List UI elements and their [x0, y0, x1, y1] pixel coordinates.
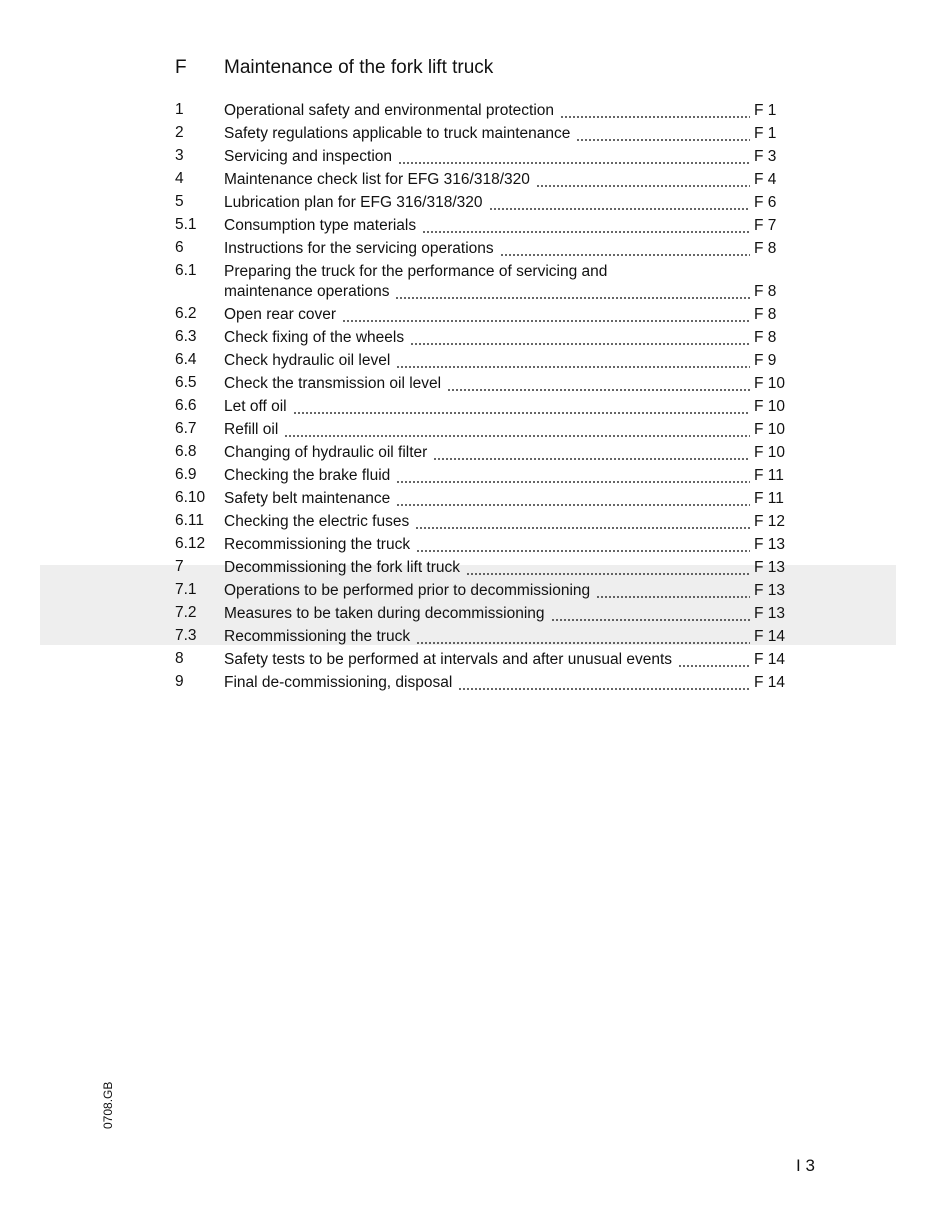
- toc-entry[interactable]: [175, 326, 790, 349]
- toc-entry-title: Check the transmission oil level: [224, 375, 442, 392]
- toc-entry-title: maintenance operations: [224, 283, 390, 300]
- toc-entry[interactable]: [175, 579, 790, 602]
- toc-entry-title: Checking the brake fluid: [224, 467, 391, 484]
- toc-entry-number: 8: [175, 650, 184, 667]
- toc-entry-page: F 9: [754, 352, 777, 369]
- toc-entry-title: Measures to be taken during decommissioning: [224, 605, 545, 622]
- toc-entry-title: Recommissioning the truck: [224, 536, 411, 553]
- toc-dot-leader: [342, 320, 750, 322]
- toc-dot-leader: [396, 481, 750, 483]
- toc-dot-leader: [284, 435, 750, 437]
- toc-entry-title: Servicing and inspection: [224, 148, 393, 165]
- toc-entry-number: 1: [175, 101, 184, 118]
- toc-entry-number: 6: [175, 239, 184, 256]
- toc-entry-page: F 10: [754, 398, 786, 415]
- toc-entry-number: 6.9: [175, 466, 197, 483]
- section-letter: F: [175, 57, 187, 78]
- toc-entry[interactable]: [175, 556, 790, 579]
- toc-entry[interactable]: [175, 671, 790, 694]
- toc-entry-page: F 8: [754, 329, 777, 346]
- toc-entry[interactable]: [175, 122, 790, 145]
- toc-entry-title: Check hydraulic oil level: [224, 352, 391, 369]
- section-title: Maintenance of the fork lift truck: [224, 57, 494, 78]
- toc-dot-leader: [422, 231, 750, 233]
- toc-entry-number: 5: [175, 193, 184, 210]
- table-of-contents: [175, 99, 790, 694]
- toc-entry-number: 5.1: [175, 216, 197, 233]
- toc-dot-leader: [395, 297, 750, 299]
- toc-entry[interactable]: [175, 464, 790, 487]
- toc-dot-leader: [416, 642, 750, 644]
- toc-entry-title: Recommissioning the truck: [224, 628, 411, 645]
- toc-entry-title: Instructions for the servicing operations: [224, 240, 494, 257]
- toc-entry-page: F 8: [754, 306, 777, 323]
- toc-entry-page: F 14: [754, 651, 786, 668]
- toc-entry-page: F 10: [754, 444, 786, 461]
- toc-dot-leader: [396, 366, 750, 368]
- toc-entry-page: F 11: [754, 490, 784, 507]
- toc-entry[interactable]: [175, 648, 790, 671]
- toc-dot-leader: [433, 458, 750, 460]
- toc-entry[interactable]: [175, 145, 790, 168]
- document-code: 0708.GB: [101, 1081, 115, 1129]
- toc-dot-leader: [447, 389, 750, 391]
- toc-dot-leader: [596, 596, 750, 598]
- toc-dot-leader: [576, 139, 750, 141]
- toc-entry-title: Operational safety and environmental protection: [224, 102, 555, 119]
- toc-entry-page: F 8: [754, 240, 777, 257]
- toc-entry-title: Lubrication plan for EFG 316/318/320: [224, 194, 483, 211]
- toc-entry-page: F 13: [754, 536, 786, 553]
- toc-dot-leader: [489, 208, 750, 210]
- toc-dot-leader: [466, 573, 750, 575]
- toc-entry-number: 2: [175, 124, 184, 141]
- toc-entry[interactable]: [175, 168, 790, 191]
- toc-entry-title: Safety tests to be performed at intervals and after unusual events: [224, 651, 673, 668]
- toc-entry[interactable]: [175, 625, 790, 648]
- toc-entry-page: F 7: [754, 217, 777, 234]
- toc-entry-page: F 11: [754, 467, 784, 484]
- toc-entry-title: Changing of hydraulic oil filter: [224, 444, 428, 461]
- toc-entry-page: F 13: [754, 605, 786, 622]
- toc-dot-leader: [396, 504, 750, 506]
- toc-entry-page: F 1: [754, 125, 777, 142]
- toc-entry[interactable]: [175, 303, 790, 326]
- toc-entry-page: F 4: [754, 171, 777, 188]
- toc-entry-number: 6.2: [175, 305, 197, 322]
- toc-entry-number: 6.1: [175, 262, 197, 279]
- toc-entry-title: Let off oil: [224, 398, 287, 415]
- toc-entry-number: 6.10: [175, 489, 206, 506]
- toc-entry-title: Final de-commissioning, disposal: [224, 674, 453, 691]
- toc-entry[interactable]: [175, 214, 790, 237]
- toc-entry-title: Safety belt maintenance: [224, 490, 391, 507]
- toc-entry-page: F 13: [754, 582, 786, 599]
- toc-entry-page: F 3: [754, 148, 777, 165]
- toc-entry-page: F 13: [754, 559, 786, 576]
- toc-entry-title: Consumption type materials: [224, 217, 417, 234]
- toc-dot-leader: [551, 619, 750, 621]
- toc-dot-leader: [678, 665, 750, 667]
- toc-entry[interactable]: [175, 441, 790, 464]
- toc-entry-page: F 10: [754, 421, 786, 438]
- toc-entry-number: 7.3: [175, 627, 197, 644]
- toc-entry-title: Checking the electric fuses: [224, 513, 410, 530]
- toc-dot-leader: [536, 185, 750, 187]
- toc-entry-number: 6.12: [175, 535, 206, 552]
- toc-entry[interactable]: [175, 372, 790, 395]
- toc-entry-title: Safety regulations applicable to truck maintenance: [224, 125, 571, 142]
- toc-entry-title: Maintenance check list for EFG 316/318/320: [224, 171, 530, 188]
- toc-entry-number: 7: [175, 558, 184, 575]
- toc-entry[interactable]: [175, 395, 790, 418]
- toc-entry-number: 6.6: [175, 397, 197, 414]
- toc-entry[interactable]: [175, 487, 790, 510]
- toc-entry-title: Refill oil: [224, 421, 279, 438]
- toc-dot-leader: [410, 343, 750, 345]
- page-number: I 3: [796, 1156, 815, 1175]
- toc-entry-title: Check fixing of the wheels: [224, 329, 405, 346]
- toc-entry[interactable]: [175, 99, 790, 122]
- toc-entry-number: 7.1: [175, 581, 197, 598]
- toc-entry[interactable]: [175, 260, 790, 303]
- toc-dot-leader: [415, 527, 750, 529]
- toc-entry-page: F 1: [754, 102, 777, 119]
- toc-entry-page: F 14: [754, 674, 786, 691]
- toc-dot-leader: [293, 412, 750, 414]
- toc-entry[interactable]: [175, 602, 790, 625]
- toc-entry[interactable]: [175, 349, 790, 372]
- toc-entry[interactable]: [175, 237, 790, 260]
- toc-entry-number: 3: [175, 147, 184, 164]
- toc-entry-page: F 12: [754, 513, 786, 530]
- toc-entry-number: 6.7: [175, 420, 197, 437]
- toc-entry-title: Open rear cover: [224, 306, 336, 323]
- toc-entry[interactable]: [175, 510, 790, 533]
- toc-dot-leader: [500, 254, 750, 256]
- toc-entry[interactable]: [175, 533, 790, 556]
- toc-dot-leader: [398, 162, 750, 164]
- toc-entry-number: 4: [175, 170, 184, 187]
- toc-entry-title: Decommissioning the fork lift truck: [224, 559, 461, 576]
- toc-entry-number: 7.2: [175, 604, 197, 621]
- toc-entry[interactable]: [175, 191, 790, 214]
- toc-entry[interactable]: [175, 418, 790, 441]
- toc-entry-page: F 6: [754, 194, 777, 211]
- toc-entry-page: F 8: [754, 283, 777, 300]
- toc-entry-number: 6.3: [175, 328, 197, 345]
- toc-entry-page: F 14: [754, 628, 786, 645]
- toc-dot-leader: [416, 550, 750, 552]
- section-heading: [175, 55, 493, 81]
- toc-entry-number: 6.8: [175, 443, 197, 460]
- toc-entry-number: 6.4: [175, 351, 197, 368]
- toc-entry-number: 6.11: [175, 512, 205, 529]
- toc-entry-title: Preparing the truck for the performance of servicing and: [224, 263, 608, 280]
- toc-entry-title: Operations to be performed prior to decommissioning: [224, 582, 591, 599]
- toc-dot-leader: [458, 688, 750, 690]
- toc-dot-leader: [560, 116, 750, 118]
- toc-entry-page: F 10: [754, 375, 786, 392]
- toc-entry-number: 9: [175, 673, 184, 690]
- toc-entry-number: 6.5: [175, 374, 197, 391]
